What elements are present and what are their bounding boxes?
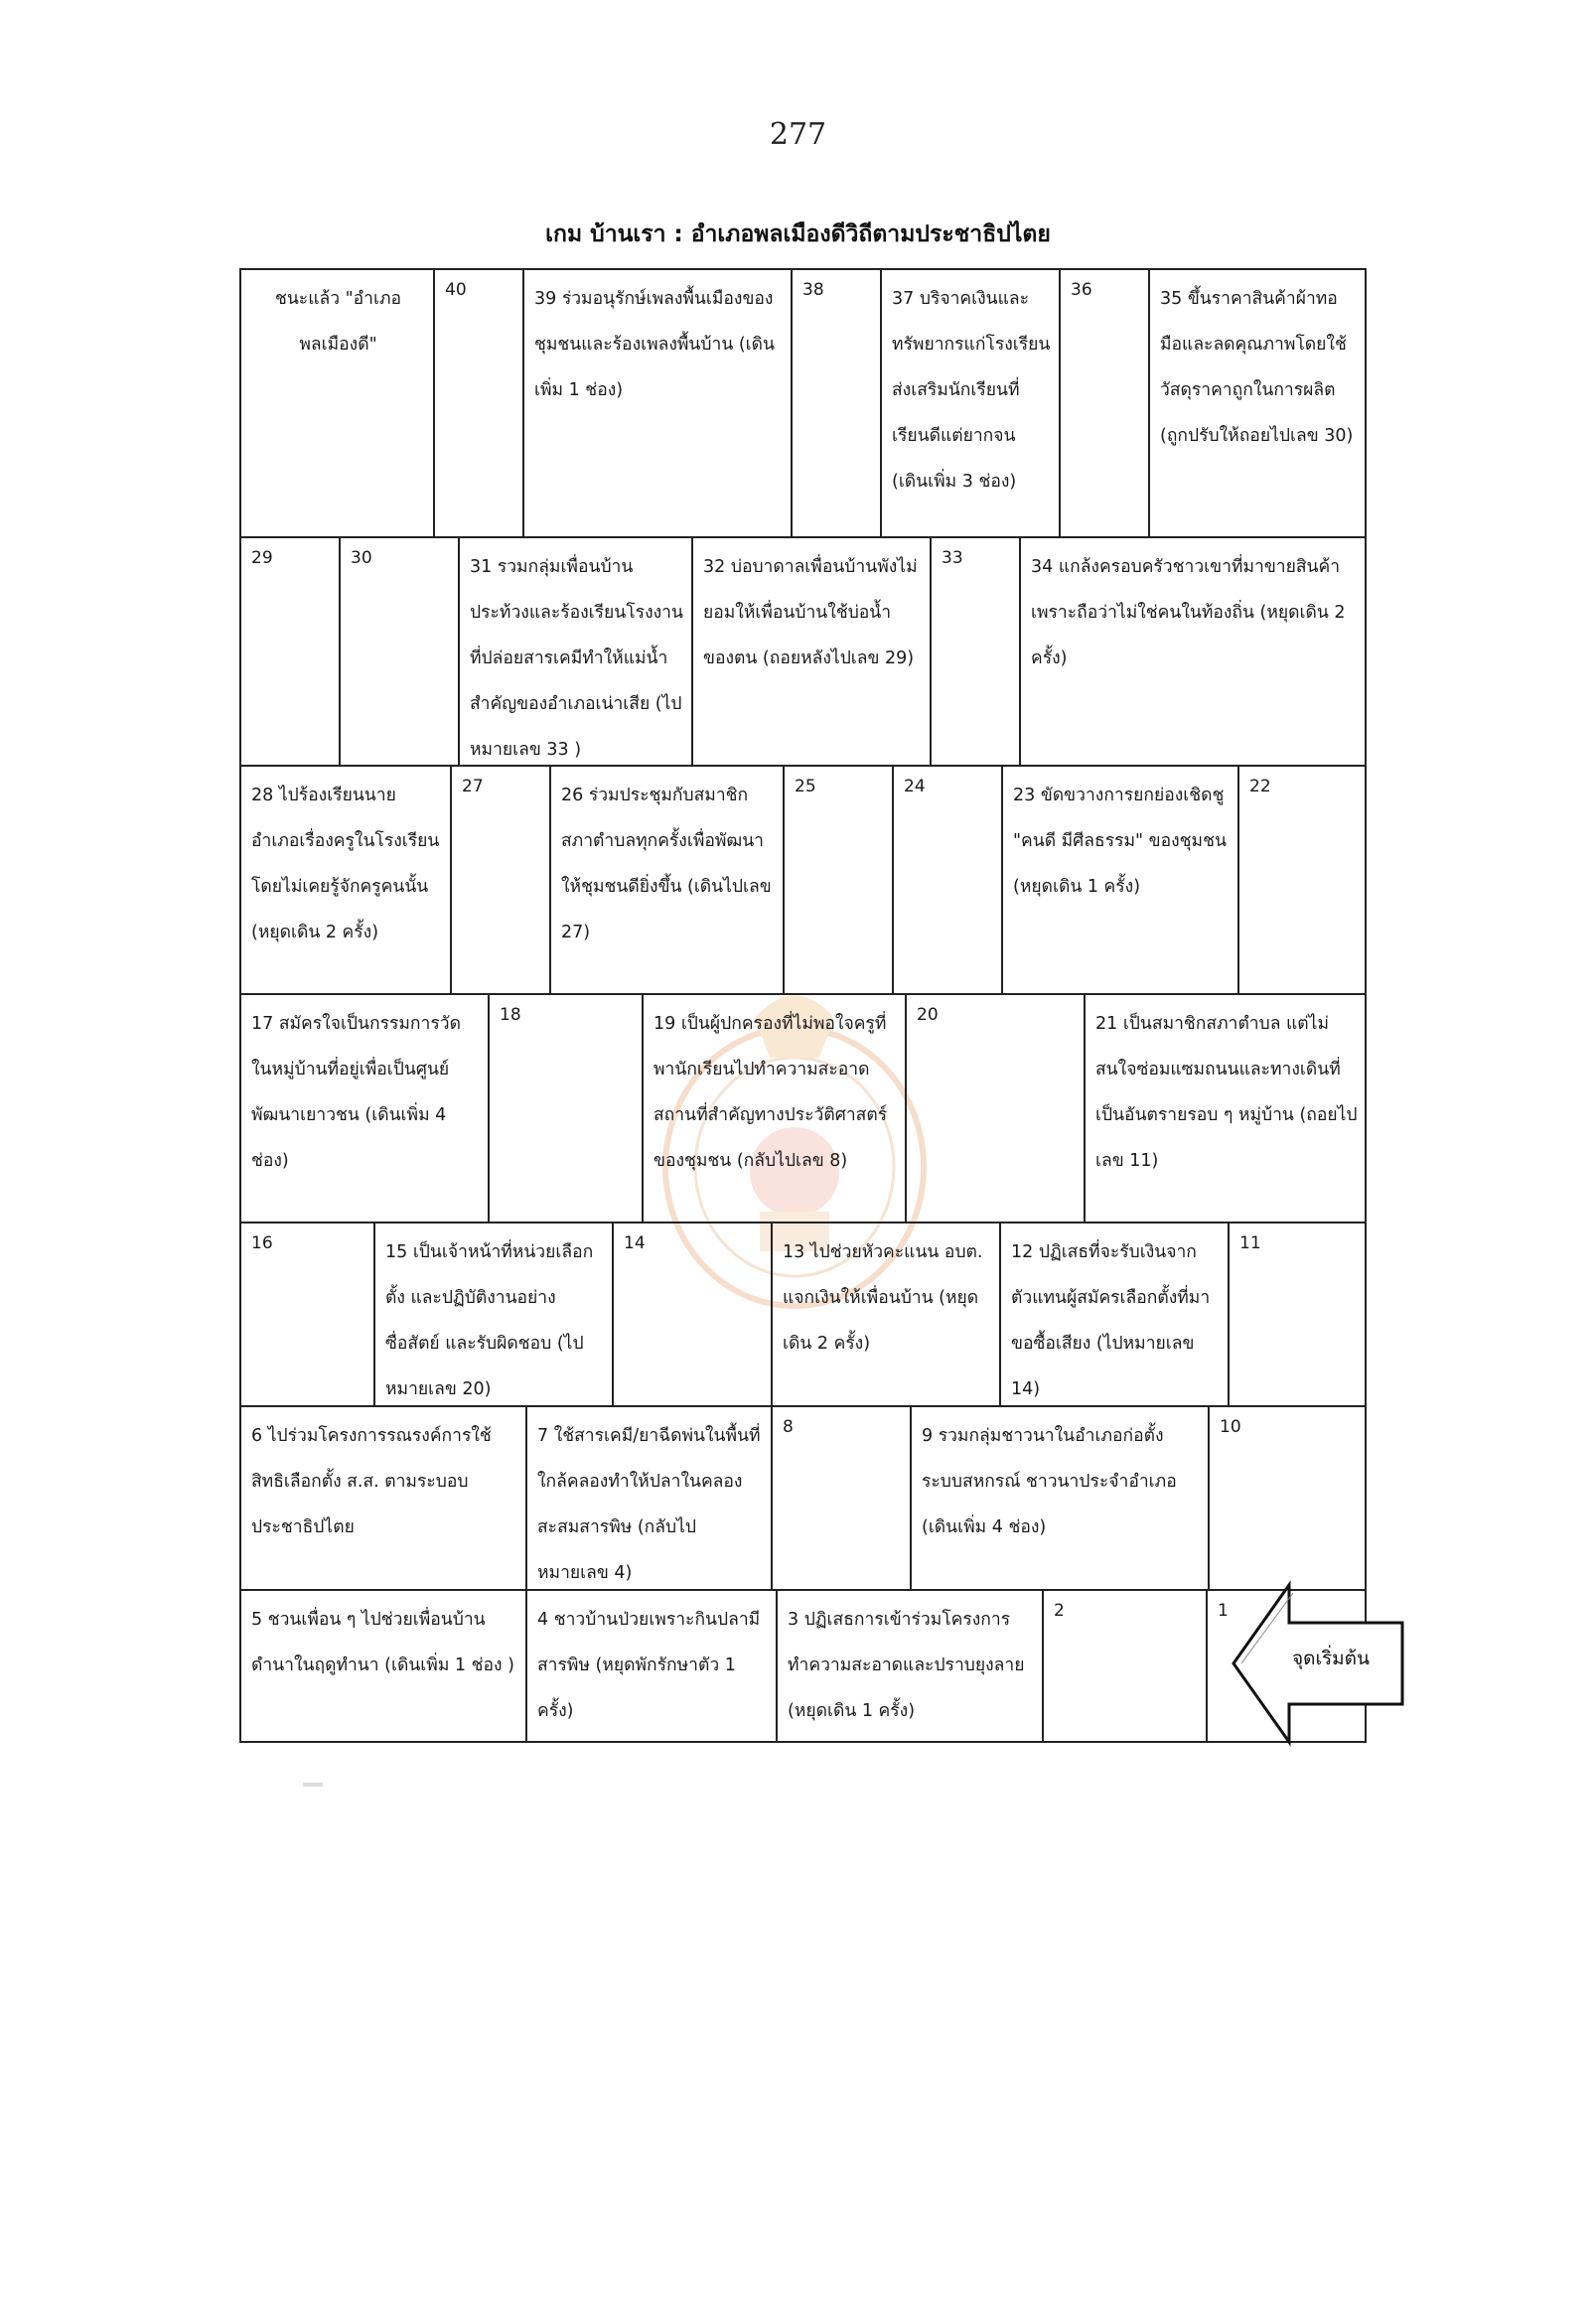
- cell-number: 8: [783, 1417, 794, 1437]
- board-cell-3: [778, 1591, 1044, 1741]
- board-cell-19: [644, 995, 907, 1222]
- board-cell-6: [241, 1407, 527, 1589]
- game-title: เกม บ้านเรา : อำเภอพลเมืองดีวิถีตามประชาธิปไตย: [545, 221, 1051, 247]
- cell-number: 25: [795, 777, 816, 796]
- cell-text: 35 ขึ้นราคาสินค้าผ้าทอมือและลดคุณภาพโดยใช้วัสดุราคาถูกในการผลิต (ถูกปรับให้ถอยไปเลข 30): [1160, 289, 1354, 446]
- board-cell-28: [241, 767, 452, 993]
- board-cell-29: [241, 538, 341, 765]
- board-cell-31: [460, 538, 693, 765]
- cell-text: 15 เป็นเจ้าหน้าที่หน่วยเลือกตั้ง และปฏิบัติงานอย่างซื่อสัตย์ และรับผิดชอบ (ไปหมายเลข 20): [385, 1242, 594, 1399]
- cell-number: 10: [1220, 1417, 1241, 1437]
- cell-text: 21 เป็นสมาชิกสภาตำบล แต่ไม่สนใจซ่อมแซมถนนและทางเดินที่เป็นอันตรายรอบ ๆ หมู่บ้าน (ถอยไปเลข 11): [1095, 1014, 1358, 1171]
- cell-number: 1: [1218, 1601, 1229, 1621]
- cell-text: 31 รวมกลุ่มเพื่อนบ้านประท้วงและร้องเรียนโรงงานที่ปล่อยสารเคมีทำให้แม่น้ำสำคัญของอำเภอเน่าเสีย (ไปหมายเลข 33 ): [470, 557, 683, 760]
- board-cell-25: [785, 767, 894, 993]
- board-row-6: [241, 1407, 1365, 1591]
- cell-text: ชนะแล้ว "อำเภอพลเมืองดี": [274, 289, 402, 355]
- board-cell-14: [614, 1223, 773, 1405]
- cell-text: 12 ปฏิเสธที่จะรับเงินจากตัวแทนผู้สมัครเลือกตั้งที่มาขอซื้อเสียง (ไปหมายเลข 14): [1011, 1242, 1211, 1399]
- board-cell-11: [1230, 1223, 1367, 1405]
- board-cell-40: [435, 270, 524, 536]
- board-row-2: [241, 538, 1365, 767]
- board-cell-2: [1044, 1591, 1208, 1741]
- cell-text: 32 บ่อบาดาลเพื่อนบ้านพังไม่ยอมให้เพื่อนบ้านใช้บ่อน้ำของตน (ถอยหลังไปเลข 29): [703, 557, 918, 668]
- board-cell-23: [1003, 767, 1239, 993]
- cell-text: 17 สมัครใจเป็นกรรมการวัดในหมู่บ้านที่อยู่เพื่อเป็นศูนย์พัฒนาเยาวชน (เดินเพิ่ม 4 ช่อง): [251, 1014, 461, 1171]
- cell-text: 5 ชวนเพื่อน ๆ ไปช่วยเพื่อนบ้านดำนาในฤดูทำนา (เดินเพิ่ม 1 ช่อง ): [251, 1610, 514, 1675]
- board-cell-10: [1210, 1407, 1367, 1589]
- cell-text: 19 เป็นผู้ปกครองที่ไม่พอใจครูที่พานักเรียนไปทำความสะอาดสถานที่สำคัญทางประวัติศาสตร์ของชุมชน (กลับไปเลข 8): [653, 1014, 888, 1171]
- board-cell-16: [241, 1223, 375, 1405]
- board-cell-4: [527, 1591, 778, 1741]
- cell-number: 36: [1071, 280, 1092, 300]
- board-row-3: [241, 767, 1365, 995]
- cell-number: 11: [1239, 1233, 1261, 1253]
- board-cell-26: [551, 767, 785, 993]
- cell-text: 39 ร่วมอนุรักษ์เพลงพื้นเมืองของชุมชนและร้องเพลงพื้นบ้าน (เดินเพิ่ม 1 ช่อง): [534, 289, 775, 400]
- board-cell-30: [341, 538, 460, 765]
- cell-text: 9 รวมกลุ่มชาวนาในอำเภอก่อตั้งระบบสหกรณ์ ชาวนาประจำอำเภอ (เดินเพิ่ม 4 ช่อง): [922, 1426, 1177, 1537]
- cell-text: 34 แกล้งครอบครัวชาวเขาที่มาขายสินค้าเพราะถือว่าไม่ใช่คนในท้องถิ่น (หยุดเดิน 2 ครั้ง): [1031, 557, 1346, 668]
- cell-text: 13 ไปช่วยหัวคะแนน อบต. แจกเงินให้เพื่อนบ้าน (หยุดเดิน 2 ครั้ง): [783, 1242, 983, 1354]
- board-cell-12: [1001, 1223, 1230, 1405]
- cell-number: 29: [251, 548, 273, 568]
- board-cell-24: [894, 767, 1003, 993]
- board-cell-8: [773, 1407, 912, 1589]
- cell-number: 38: [802, 280, 824, 300]
- cell-number: 30: [351, 548, 372, 568]
- board-cell-37: [882, 270, 1061, 536]
- board-cell-7: [527, 1407, 773, 1589]
- board-row-5: [241, 1223, 1365, 1407]
- page-number: 277: [769, 117, 827, 152]
- board-cell-32: [693, 538, 932, 765]
- board-row-7: [241, 1591, 1365, 1741]
- board-cell-33: [932, 538, 1021, 765]
- cell-number: 33: [942, 548, 963, 568]
- board-cell-17: [241, 995, 490, 1222]
- cell-text: 23 ขัดขวางการยกย่องเชิดชู "คนดี มีศีลธรรม" ของชุมชน (หยุดเดิน 1 ครั้ง): [1013, 786, 1227, 897]
- board-cell-5: [241, 1591, 527, 1741]
- cell-number: 20: [917, 1005, 939, 1025]
- cell-number: 27: [462, 777, 484, 796]
- board-cell-15: [375, 1223, 614, 1405]
- cell-number: 22: [1249, 777, 1271, 796]
- board-cell-9: [912, 1407, 1210, 1589]
- board-cell-22: [1239, 767, 1367, 993]
- cell-number: 40: [445, 280, 467, 300]
- board-cell-13: [773, 1223, 1001, 1405]
- cell-text: 26 ร่วมประชุมกับสมาชิกสภาตำบลทุกครั้งเพื่อพัฒนาให้ชุมชนดียิ่งขึ้น (เดินไปเลข 27): [561, 786, 772, 942]
- cell-text: 6 ไปร่วมโครงการรณรงค์การใช้สิทธิเลือกตั้ง ส.ส. ตามระบอบประชาธิปไตย: [251, 1426, 492, 1537]
- board-cell-38: [793, 270, 882, 536]
- cell-text: 7 ใช้สารเคมี/ยาฉีดพ่นในพื้นที่ใกล้คลองทำให้ปลาในคลองสะสมสารพิษ (กลับไปหมายเลข 4): [537, 1426, 761, 1583]
- cell-number: 24: [904, 777, 926, 796]
- board-cell-18: [490, 995, 644, 1222]
- cell-text: 4 ชาวบ้านป่วยเพราะกินปลามีสารพิษ (หยุดพักรักษาตัว 1 ครั้ง): [537, 1610, 761, 1721]
- game-board: [239, 268, 1367, 1743]
- board-cell-27: [452, 767, 551, 993]
- board-cell-36: [1061, 270, 1150, 536]
- cell-number: 16: [251, 1233, 273, 1253]
- finish-cell: [241, 270, 435, 536]
- board-row-1: [241, 270, 1365, 538]
- board-row-4: [241, 995, 1365, 1223]
- cell-number: 14: [624, 1233, 646, 1253]
- start-label: จุดเริ่มต้น: [1291, 1648, 1371, 1669]
- board-cell-34: [1021, 538, 1367, 765]
- board-cell-20: [907, 995, 1086, 1222]
- cell-text: 3 ปฏิเสธการเข้าร่วมโครงการทำความสะอาดและปราบยุงลาย (หยุดเดิน 1 ครั้ง): [788, 1610, 1025, 1721]
- cell-number: 18: [500, 1005, 521, 1025]
- cell-text: 28 ไปร้องเรียนนายอำเภอเรื่องครูในโรงเรียน โดยไม่เคยรู้จักครูคนนั้น (หยุดเดิน 2 ครั้ง): [251, 786, 440, 942]
- board-cell-35: [1150, 270, 1367, 536]
- scan-mark: [303, 1783, 323, 1787]
- cell-number: 2: [1054, 1601, 1065, 1621]
- board-cell-21: [1086, 995, 1367, 1222]
- board-cell-39: [524, 270, 793, 536]
- cell-text: 37 บริจาคเงินและทรัพยากรแก่โรงเรียนส่งเสริมนักเรียนที่เรียนดีแต่ยากจน (เดินเพิ่ม 3 ช่อง): [892, 289, 1051, 492]
